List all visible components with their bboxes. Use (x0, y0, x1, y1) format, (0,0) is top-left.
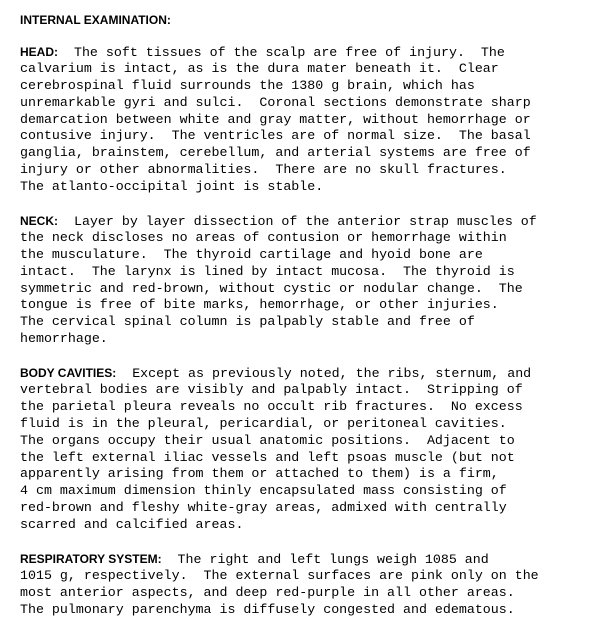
section-line: calvarium is intact, as is the dura mater beneath it. Clear (20, 60, 499, 76)
section-line (20, 44, 610, 61)
section-heading: NECK: (20, 214, 58, 229)
section-line: unremarkable gyri and sulci. Coronal sections demonstrate sharp (20, 94, 531, 110)
section-line: 4 cm maximum dimension thinly encapsulated mass consisting of (20, 483, 507, 499)
section-neck (20, 213, 610, 348)
section-line: injury or other abnormalities. There are no skull fractures. (20, 162, 507, 178)
section-line: vertebral bodies are visibly and palpably intact. Stripping of (20, 382, 523, 398)
section-line: the parietal pleura reveals no occult rib fractures. No excess (20, 398, 523, 414)
section-heading: HEAD: (20, 45, 58, 59)
section-text: The right and left lungs weigh 1085 and (161, 552, 489, 568)
section-line: the neck discloses no areas of contusion or hemorrhage within (20, 229, 507, 245)
section-line: demarcation between white and gray matter, without hemorrhage or (20, 111, 531, 127)
section-line: red-brown and fleshy white-gray areas, admixed with centrally (20, 500, 507, 516)
section-respiratory-system (20, 551, 610, 619)
section-line: the musculature. The thyroid cartilage and hyoid bone are (20, 246, 483, 262)
section-line (20, 213, 610, 230)
section-line: contusive injury. The ventricles are of normal size. The basal (20, 128, 531, 144)
section-line: fluid is in the pleural, pericardial, or peritoneal cavities. (20, 415, 507, 431)
section-line: ganglia, brainstem, cerebellum, and arterial systems are free of (20, 145, 531, 161)
section-line: The pulmonary parenchyma is diffusely congested and edematous. (20, 601, 515, 617)
document-page (20, 12, 610, 636)
section-line: scarred and calcified areas. (20, 517, 244, 533)
section-line: The cervical spinal column is palpably stable and free of (20, 314, 475, 330)
section-line: The organs occupy their usual anatomic positions. Adjacent to (20, 432, 515, 448)
section-line: tongue is free of bite marks, hemorrhage, or other injuries. (20, 297, 499, 313)
section-body-cavities (20, 365, 610, 534)
section-heading: BODY CAVITIES: (20, 366, 117, 381)
section-text: The soft tissues of the scalp are free of injury. The (58, 45, 505, 60)
section-line (20, 551, 610, 568)
section-line: symmetric and red-brown, without cystic or nodular change. The (20, 280, 523, 296)
section-text: Layer by layer dissection of the anterior strap muscles of (58, 214, 537, 230)
section-head (20, 44, 610, 196)
section-line: The atlanto-occipital joint is stable. (20, 179, 324, 195)
section-line (20, 365, 610, 382)
section-line: intact. The larynx is lined by intact mucosa. The thyroid is (20, 263, 515, 279)
document-title: INTERNAL EXAMINATION: (20, 13, 171, 27)
section-text: Except as previously noted, the ribs, sternum, and (116, 366, 532, 382)
section-heading: RESPIRATORY SYSTEM: (20, 552, 162, 567)
section-line: most anterior aspects, and deep red-purple in all other areas. (20, 584, 515, 600)
section-line: apparently arising from them or attached to them) is a firm, (20, 466, 499, 482)
section-line: 1015 g, respectively. The external surfaces are pink only on the (20, 567, 539, 583)
section-line: hemorrhage. (20, 331, 108, 347)
section-line: the left external iliac vessels and left psoas muscle (but not (20, 449, 515, 465)
section-line: cerebrospinal fluid surrounds the 1380 g brain, which has (20, 77, 475, 93)
